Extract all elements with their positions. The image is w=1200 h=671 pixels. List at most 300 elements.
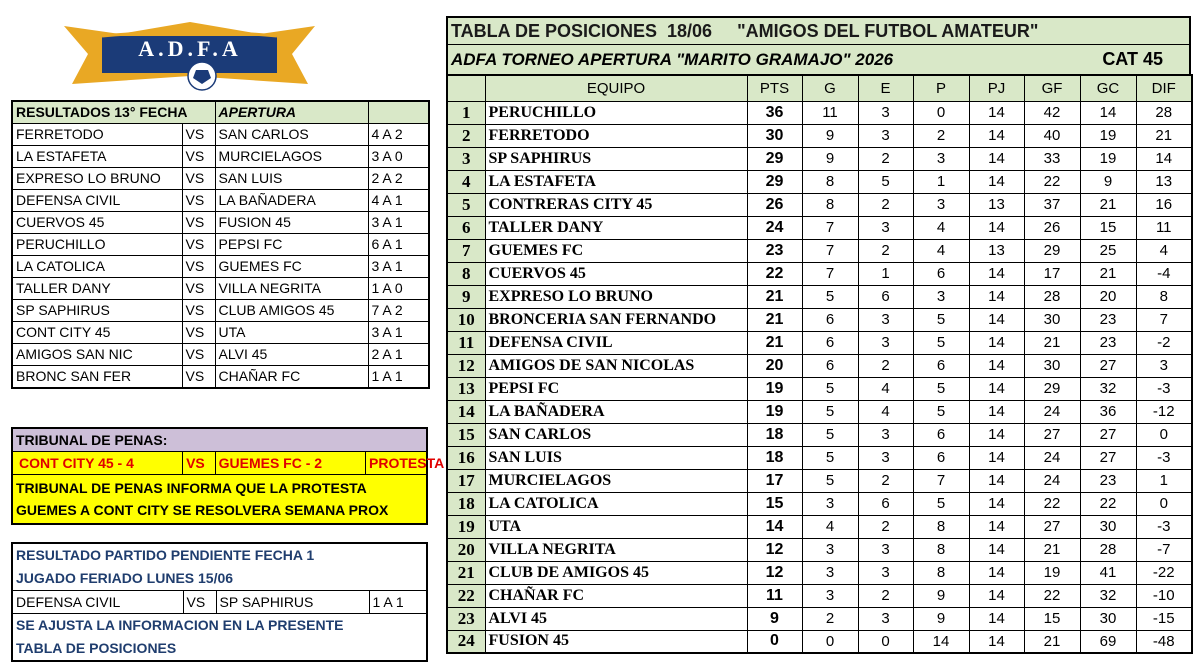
standings-row [447,446,1192,469]
cell-pts: 23 [747,239,802,262]
cell-pts: 18 [747,423,802,446]
cell-e: 6 [858,285,913,308]
cell-gc: 41 [1080,561,1136,584]
result-away: CHAÑAR FC [215,366,368,389]
cell-gc: 23 [1080,331,1136,354]
cell-g: 5 [802,285,858,308]
cell-pos: 20 [447,538,485,561]
cell-dif: -10 [1136,584,1192,607]
cell-e: 4 [858,400,913,423]
cell-p: 5 [913,492,969,515]
cell-pos: 15 [447,423,485,446]
cell-dif: -7 [1136,538,1192,561]
cell-p: 5 [913,377,969,400]
column-header: E [858,75,913,101]
cell-p: 5 [913,400,969,423]
standings-row [447,170,1192,193]
cell-gc: 36 [1080,400,1136,423]
cell-e: 3 [858,423,913,446]
cell-gc: 27 [1080,423,1136,446]
cell-dif: 0 [1136,492,1192,515]
result-vs: VS [182,124,215,146]
cell-pts: 19 [747,377,802,400]
result-home: CUERVOS 45 [12,212,182,234]
cell-g: 5 [802,377,858,400]
result-vs: VS [182,366,215,389]
cell-pts: 26 [747,193,802,216]
cell-gf: 24 [1024,446,1080,469]
cell-g: 5 [802,400,858,423]
cell-team: CLUB DE AMIGOS 45 [485,561,747,584]
tribunal-note: TRIBUNAL DE PENAS INFORMA QUE LA PROTESTA GUEMES A CONT CITY SE RESOLVERA SEMANA PROX [13,475,426,523]
results-header-row [12,101,429,124]
results-table [11,100,430,389]
cell-pj: 14 [969,538,1024,561]
result-row [12,366,429,389]
standings-header-row [447,75,1192,101]
column-header: PTS [747,75,802,101]
cell-p: 4 [913,216,969,239]
result-row [12,212,429,234]
result-vs: VS [182,212,215,234]
result-row [12,344,429,366]
tribunal-title: TRIBUNAL DE PENAS: [13,429,426,452]
standings-row [447,515,1192,538]
cell-gf: 24 [1024,469,1080,492]
cell-e: 3 [858,308,913,331]
result-home: BRONC SAN FER [12,366,182,389]
cell-g: 5 [802,423,858,446]
result-away: VILLA NEGRITA [215,278,368,300]
cell-team: CUERVOS 45 [485,262,747,285]
cell-dif: -2 [1136,331,1192,354]
cell-pts: 19 [747,400,802,423]
cell-pj: 14 [969,584,1024,607]
cell-pj: 14 [969,147,1024,170]
cell-dif: 14 [1136,147,1192,170]
standings-row [447,308,1192,331]
cell-p: 9 [913,607,969,630]
result-away: SAN CARLOS [215,124,368,146]
cell-gc: 30 [1080,515,1136,538]
cell-p: 2 [913,124,969,147]
cell-gf: 37 [1024,193,1080,216]
cell-p: 6 [913,354,969,377]
cell-p: 4 [913,239,969,262]
cell-e: 2 [858,469,913,492]
result-row [12,190,429,212]
column-header: GC [1080,75,1136,101]
cell-e: 3 [858,216,913,239]
column-header [447,75,485,101]
cell-pos: 6 [447,216,485,239]
cell-pts: 29 [747,147,802,170]
cell-g: 9 [802,147,858,170]
pending-away: SP SAPHIRUS [216,591,369,614]
standings-row [447,262,1192,285]
result-away: PEPSI FC [215,234,368,256]
cell-e: 3 [858,101,913,124]
result-home: EXPRESO LO BRUNO [12,168,182,190]
cell-g: 4 [802,515,858,538]
cell-e: 2 [858,147,913,170]
standings-row [447,492,1192,515]
column-header: GF [1024,75,1080,101]
cell-e: 3 [858,124,913,147]
cell-pj: 14 [969,377,1024,400]
result-row [12,234,429,256]
cell-gc: 32 [1080,377,1136,400]
result-score: 4 A 1 [368,190,429,212]
cell-team: PEPSI FC [485,377,747,400]
cell-dif: -3 [1136,515,1192,538]
cell-gf: 22 [1024,170,1080,193]
cell-team: SP SAPHIRUS [485,147,747,170]
cell-pos: 16 [447,446,485,469]
standings-row [447,607,1192,630]
tournament-title [446,45,1191,74]
cell-team: UTA [485,515,747,538]
cell-pos: 7 [447,239,485,262]
cell-pos: 8 [447,262,485,285]
cell-pts: 24 [747,216,802,239]
cell-pj: 14 [969,170,1024,193]
cell-team: FERRETODO [485,124,747,147]
cell-team: TALLER DANY [485,216,747,239]
cell-pos: 9 [447,285,485,308]
cell-pts: 36 [747,101,802,124]
cell-gf: 27 [1024,515,1080,538]
tribunal-home: CONT CITY 45 - 4 [16,452,183,474]
cell-dif: 11 [1136,216,1192,239]
cell-pts: 30 [747,124,802,147]
cell-gf: 21 [1024,538,1080,561]
cell-pts: 21 [747,285,802,308]
cell-p: 3 [913,147,969,170]
result-vs: VS [182,322,215,344]
cell-pts: 0 [747,630,802,653]
tribunal-match [13,452,445,475]
standings-row [447,354,1192,377]
cell-gc: 21 [1080,193,1136,216]
cell-gc: 28 [1080,538,1136,561]
cell-p: 6 [913,423,969,446]
cell-team: LA CATOLICA [485,492,747,515]
category-label: CAT 45 [1102,49,1163,69]
result-row [12,168,429,190]
cell-dif: 13 [1136,170,1192,193]
column-header: DIF [1136,75,1192,101]
tribunal-panel [11,427,445,525]
cell-g: 6 [802,331,858,354]
result-score: 1 A 1 [368,366,429,389]
cell-e: 5 [858,170,913,193]
cell-gf: 30 [1024,354,1080,377]
cell-g: 7 [802,262,858,285]
cell-gc: 23 [1080,469,1136,492]
tribunal-vs: VS [183,452,216,474]
cell-g: 5 [802,469,858,492]
cell-gf: 27 [1024,423,1080,446]
cell-pj: 13 [969,239,1024,262]
standings-row [447,630,1192,653]
cell-e: 3 [858,607,913,630]
cell-dif: 8 [1136,285,1192,308]
result-score: 2 A 2 [368,168,429,190]
result-home: SP SAPHIRUS [12,300,182,322]
result-row [12,256,429,278]
cell-p: 5 [913,308,969,331]
cell-dif: 3 [1136,354,1192,377]
cell-pj: 14 [969,607,1024,630]
cell-g: 5 [802,446,858,469]
cell-pts: 9 [747,607,802,630]
cell-pts: 12 [747,538,802,561]
result-away: MURCIELAGOS [215,146,368,168]
cell-pts: 14 [747,515,802,538]
cell-e: 3 [858,331,913,354]
cell-team: PERUCHILLO [485,101,747,124]
cell-gc: 21 [1080,262,1136,285]
cell-p: 6 [913,262,969,285]
cell-e: 1 [858,262,913,285]
cell-p: 8 [913,538,969,561]
column-header: EQUIPO [485,75,747,101]
cell-team: CHAÑAR FC [485,584,747,607]
cell-gf: 15 [1024,607,1080,630]
pending-line-2: JUGADO FERIADO LUNES 15/06 [16,570,234,586]
cell-team: SAN CARLOS [485,423,747,446]
cell-gf: 26 [1024,216,1080,239]
cell-e: 4 [858,377,913,400]
result-vs: VS [182,256,215,278]
cell-pj: 14 [969,469,1024,492]
cell-p: 0 [913,101,969,124]
cell-team: FUSION 45 [485,630,747,653]
cell-pts: 12 [747,561,802,584]
cell-e: 2 [858,239,913,262]
results-tournament: APERTURA [215,101,368,124]
cell-pos: 18 [447,492,485,515]
result-score: 6 A 1 [368,234,429,256]
result-vs: VS [182,278,215,300]
cell-pj: 14 [969,124,1024,147]
standings-row [447,377,1192,400]
cell-pj: 14 [969,400,1024,423]
cell-p: 6 [913,446,969,469]
result-score: 7 A 2 [368,300,429,322]
cell-gf: 40 [1024,124,1080,147]
cell-g: 9 [802,124,858,147]
cell-e: 2 [858,354,913,377]
cell-g: 6 [802,354,858,377]
cell-e: 3 [858,538,913,561]
cell-dif: 0 [1136,423,1192,446]
cell-p: 3 [913,193,969,216]
cell-pos: 4 [447,170,485,193]
cell-pts: 22 [747,262,802,285]
cell-e: 3 [858,446,913,469]
pending-vs: VS [183,591,216,614]
cell-gc: 19 [1080,147,1136,170]
cell-pos: 12 [447,354,485,377]
cell-gf: 33 [1024,147,1080,170]
cell-g: 7 [802,239,858,262]
cell-gf: 29 [1024,239,1080,262]
cell-gc: 25 [1080,239,1136,262]
column-header: P [913,75,969,101]
cell-g: 6 [802,308,858,331]
cell-gf: 17 [1024,262,1080,285]
result-row [12,322,429,344]
cell-g: 0 [802,630,858,653]
pending-line-1: RESULTADO PARTIDO PENDIENTE FECHA 1 [16,547,315,563]
cell-pj: 13 [969,193,1024,216]
tribunal-away: GUEMES FC - 2 [216,452,366,474]
standings-row [447,584,1192,607]
cell-pj: 14 [969,285,1024,308]
cell-pos: 11 [447,331,485,354]
result-home: DEFENSA CIVIL [12,190,182,212]
cell-gf: 28 [1024,285,1080,308]
cell-pos: 19 [447,515,485,538]
cell-gf: 21 [1024,331,1080,354]
cell-g: 8 [802,193,858,216]
cell-gc: 69 [1080,630,1136,653]
cell-team: VILLA NEGRITA [485,538,747,561]
cell-team: CONTRERAS CITY 45 [485,193,747,216]
cell-pj: 14 [969,308,1024,331]
cell-dif: -4 [1136,262,1192,285]
cell-gc: 15 [1080,216,1136,239]
cell-e: 3 [858,561,913,584]
cell-pos: 13 [447,377,485,400]
cell-gc: 9 [1080,170,1136,193]
logo-text: A.D.F.A [138,36,242,61]
result-score: 3 A 0 [368,146,429,168]
cell-dif: 4 [1136,239,1192,262]
result-home: AMIGOS SAN NIC [12,344,182,366]
column-header: PJ [969,75,1024,101]
cell-dif: -15 [1136,607,1192,630]
standings-row [447,124,1192,147]
cell-pj: 14 [969,561,1024,584]
cell-g: 3 [802,584,858,607]
pending-line-3: SE AJUSTA LA INFORMACION EN LA PRESENTE [16,617,344,633]
cell-dif: 7 [1136,308,1192,331]
cell-g: 2 [802,607,858,630]
cell-team: EXPRESO LO BRUNO [485,285,747,308]
result-vs: VS [182,190,215,212]
cell-pts: 11 [747,584,802,607]
cell-e: 2 [858,584,913,607]
cell-gf: 24 [1024,400,1080,423]
result-home: LA ESTAFETA [12,146,182,168]
standings-row [447,469,1192,492]
standings-title: TABLA DE POSICIONES 18/06 "AMIGOS DEL FUTBOL AMATEUR" [446,16,1191,45]
cell-gf: 29 [1024,377,1080,400]
cell-pos: 14 [447,400,485,423]
cell-p: 9 [913,584,969,607]
cell-dif: 28 [1136,101,1192,124]
cell-pj: 14 [969,331,1024,354]
result-score: 4 A 2 [368,124,429,146]
cell-e: 2 [858,515,913,538]
cell-pos: 2 [447,124,485,147]
result-away: ALVI 45 [215,344,368,366]
adfa-logo [62,18,317,93]
cell-pj: 14 [969,216,1024,239]
cell-p: 8 [913,561,969,584]
column-header: G [802,75,858,101]
cell-gc: 30 [1080,607,1136,630]
standings-row [447,561,1192,584]
cell-p: 5 [913,331,969,354]
standings-row [447,423,1192,446]
result-away: UTA [215,322,368,344]
cell-pts: 18 [747,446,802,469]
cell-pos: 10 [447,308,485,331]
result-home: FERRETODO [12,124,182,146]
cell-p: 14 [913,630,969,653]
tournament-name: ADFA TORNEO APERTURA "MARITO GRAMAJO" 2026 [451,50,894,69]
cell-pts: 21 [747,331,802,354]
result-score: 2 A 1 [368,344,429,366]
cell-gc: 20 [1080,285,1136,308]
cell-g: 8 [802,170,858,193]
cell-pts: 15 [747,492,802,515]
cell-pos: 24 [447,630,485,653]
tribunal-status: PROTESTA [369,455,445,471]
pending-line-4: TABLA DE POSICIONES [16,640,177,656]
standings-row [447,400,1192,423]
cell-pos: 23 [447,607,485,630]
result-away: FUSION 45 [215,212,368,234]
cell-e: 2 [858,193,913,216]
cell-e: 6 [858,492,913,515]
standings-row [447,147,1192,170]
pending-panel [11,542,428,662]
result-score: 3 A 1 [368,212,429,234]
cell-pj: 14 [969,354,1024,377]
cell-p: 1 [913,170,969,193]
cell-gf: 30 [1024,308,1080,331]
result-home: TALLER DANY [12,278,182,300]
cell-gc: 14 [1080,101,1136,124]
standings-row [447,285,1192,308]
cell-pts: 20 [747,354,802,377]
result-away: LA BAÑADERA [215,190,368,212]
pending-match [13,590,426,614]
cell-gc: 27 [1080,446,1136,469]
cell-pj: 14 [969,515,1024,538]
result-row [12,124,429,146]
cell-team: GUEMES FC [485,239,747,262]
cell-dif: 21 [1136,124,1192,147]
cell-pos: 17 [447,469,485,492]
cell-gf: 21 [1024,630,1080,653]
standings-row [447,101,1192,124]
result-vs: VS [182,300,215,322]
cell-gc: 19 [1080,124,1136,147]
standings-row [447,331,1192,354]
cell-pj: 14 [969,446,1024,469]
cell-pos: 21 [447,561,485,584]
standings-row [447,239,1192,262]
cell-gf: 19 [1024,561,1080,584]
result-vs: VS [182,344,215,366]
result-away: GUEMES FC [215,256,368,278]
